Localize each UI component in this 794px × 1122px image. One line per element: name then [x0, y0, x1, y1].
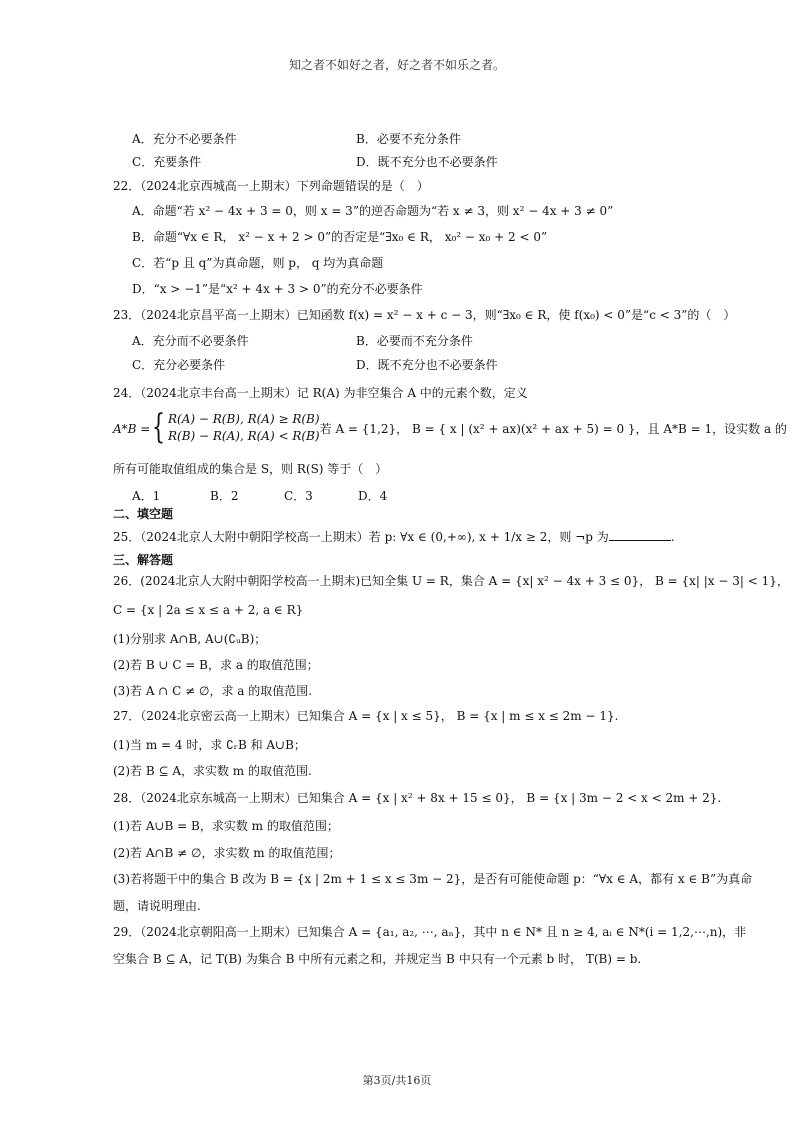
q22-option-b: B．命题“∀x ∈ R， x² − x + 2 > 0”的否定是“∃x₀ ∈ R， x₀² − x₀ + 2 < 0”	[132, 230, 548, 244]
q26-line2: C = {x | 2a ≤ x ≤ a + 2, a ∈ R}	[113, 603, 304, 617]
q25-tail: .	[670, 530, 675, 544]
q22-stem: 22．（2024北京西城高一上期末）下列命题错误的是（ ）	[113, 179, 429, 193]
q21-option-c: C．充要条件	[132, 155, 202, 169]
q26-part1: (1)分别求 A∩B, A∪(∁ᵤB)；	[113, 632, 267, 646]
page-footer-number: 第3页/共16页	[362, 1074, 432, 1087]
q23-option-b: B．必要而不充分条件	[356, 334, 473, 348]
q27-stem: 27．（2024北京密云高一上期末）已知集合 A = {x | x ≤ 5}， B = {x | m ≤ x ≤ 2m − 1}.	[113, 709, 619, 723]
q26-stem: 26．(2024北京人大附中朝阳学校高一上期末)已知全集 U = R，集合 A = {x| x² − 4x + 3 ≤ 0}， B = {x| |x − 3| < 1}，	[113, 574, 789, 588]
section-solve-title: 三、解答题	[113, 553, 174, 567]
q24-option-d: D．4	[358, 489, 388, 503]
q23-stem: 23．（2024北京昌平高一上期末）已知函数 f(x) = x² − x + c − 3，则“∃x₀ ∈ R，使 f(x₀) < 0”是“c < 3”的（ ）	[113, 308, 736, 322]
q28-part3-cont: 题，请说明理由.	[113, 899, 201, 913]
q27-part2: (2)若 B ⊆ A，求实数 m 的取值范围.	[113, 764, 312, 778]
q24-stem: 24．（2024北京丰台高一上期末）记 R(A) 为非空集合 A 中的元素个数，定义	[113, 386, 528, 400]
q23-option-c: C．充分必要条件	[132, 358, 226, 372]
q29-line2: 空集合 B ⊆ A，记 T(B) 为集合 B 中所有元素之和，并规定当 B 中只有一个元素 b 时， T(B) = b.	[113, 952, 642, 966]
q29-stem: 29．（2024北京朝阳高一上期末）已知集合 A = {a₁, a₂, ⋯, aₙ}，其中 n ∈ N* 且 n ≥ 4, aᵢ ∈ N*(i = 1,2,⋯,n)，非	[113, 925, 747, 939]
q24-option-a: A．1	[132, 489, 161, 503]
q28-stem: 28．（2024北京东城高一上期末）已知集合 A = {x | x² + 8x + 15 ≤ 0}， B = {x | 3m − 2 < x < 2m + 2}.	[113, 791, 722, 805]
q23-option-d: D．既不充分也不必要条件	[356, 358, 498, 372]
q21-option-b: B．必要不充分条件	[356, 132, 461, 146]
q22-option-a: A．命题“若 x² − 4x + 3 = 0，则 x = 3”的逆否命题为“若 x ≠ 3，则 x² − 4x + 3 ≠ 0”	[132, 204, 614, 218]
q24-def-row2: R(B) − R(A), R(A) < R(B)	[168, 429, 320, 443]
q24-line3: 所有可能取值组成的集合是 S，则 R(S) 等于（ ）	[113, 462, 388, 476]
q25-line	[113, 528, 675, 545]
q23-option-a: A．充分而不必要条件	[132, 334, 249, 348]
q28-part3: (3)若将题干中的集合 B 改为 B = {x | 2m + 1 ≤ x ≤ 3m − 2}，是否有可能使命题 p：“∀x ∈ A，都有 x ∈ B”为真命	[113, 872, 753, 886]
q24-option-c: C．3	[284, 489, 313, 503]
q24-def-lhs: A*B =	[113, 422, 151, 436]
q28-part1: (1)若 A∪B = B，求实数 m 的取值范围；	[113, 819, 339, 833]
q25-stem: 25．（2024北京人大附中朝阳学校高一上期末）若 p: ∀x ∈ (0,+∞), x + 1/x ≥ 2，则 ¬p 为	[113, 530, 609, 544]
q26-part3: (3)若 A ∩ C ≠ ∅，求 a 的取值范围.	[113, 684, 313, 698]
q24-def-tail: . 若 A = {1,2}， B = { x | (x² + ax)(x² + ax + 5) = 0 }，且 A*B = 1，设实数 a 的	[312, 422, 787, 436]
q22-option-c: C．若“p 且 q”为真命题，则 p， q 均为真命题	[132, 256, 384, 270]
q28-part2: (2)若 A∩B ≠ ∅，求实数 m 的取值范围；	[113, 846, 341, 860]
q25-answer-blank	[609, 528, 671, 541]
page-header-motto: 知之者不如好之者，好之者不如乐之者。	[288, 58, 505, 72]
section-fill-in-title: 二、填空题	[113, 507, 174, 521]
q24-option-b: B．2	[210, 489, 239, 503]
q21-option-d: D．既不充分也不必要条件	[356, 155, 498, 169]
q24-def-row1: R(A) − R(B), R(A) ≥ R(B)	[168, 412, 320, 426]
q26-part2: (2)若 B ∪ C = B，求 a 的取值范围；	[113, 658, 319, 672]
q22-option-d: D．“x > −1”是“x² + 4x + 3 > 0”的充分不必要条件	[132, 282, 423, 296]
left-brace-glyph: {	[152, 407, 165, 447]
q27-part1: (1)当 m = 4 时，求 ∁ᵣB 和 A∪B；	[113, 738, 306, 752]
q21-option-a: A．充分不必要条件	[132, 132, 237, 146]
